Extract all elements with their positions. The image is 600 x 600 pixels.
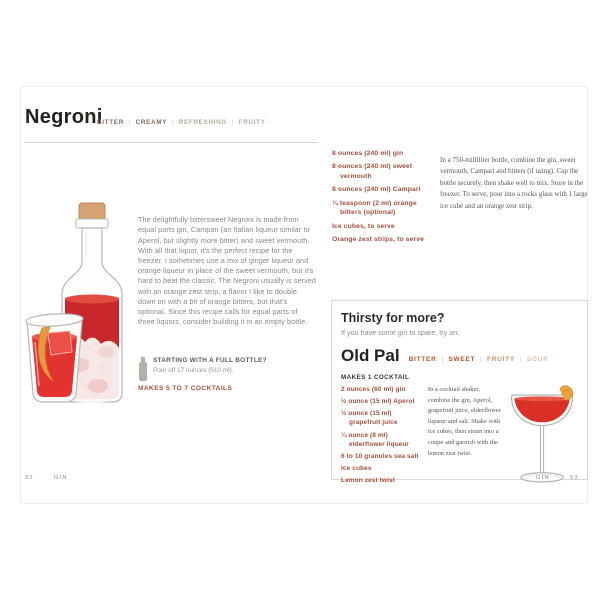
more-recipe-header [341,346,578,366]
flavor-tag: | SOUR [515,356,549,363]
ingredient-item: ¼ ounce (8 ml) elderflower liqueur [341,431,410,448]
ingredient-item: 6 to 10 granules sea salt [341,452,419,460]
note-title: STARTING WITH A FULL BOTTLE? [153,357,267,364]
recipe-intro-paragraph: The delightfully bittersweet Negroni is made from equal parts gin, Campari (an Italian liqueur similar to Aperol, but slightly more bitter) and sweet vermouth. With all that liquor, it's the perfect recipe for the freezer. I sometimes use a mix of ginger liqueur and orange liqueur in place of the sweet vermouth, but it's hard to beat the classic. The Negroni usually is served with an orange zest strip, a flavor I like to double down on with a bit of orange bitters, but that's optional. Since this recipe calls for equal parts of three liquors, consider building it in an empty bottle. [138,215,316,327]
ingredient-item: ½ ounce (15 ml) Aperol [341,398,415,406]
flavor-tag: | FRUITY [227,119,266,126]
right-page-footer [536,475,579,481]
more-yield-label: MAKES 1 COCKTAIL [341,374,410,381]
flavor-tag: | SWEET [437,356,476,363]
ingredient-item: ¼ teaspoon (2 ml) orange bitters (optional) [332,199,417,217]
page-number: 92 [25,475,34,481]
more-ingredient-list [341,385,425,492]
ingredient-item: 8 ounces (240 ml) Campari [332,186,421,194]
ingredient-item: Ice cubes, to serve [332,222,395,230]
ingredient-item: 8 ounces (240 ml) sweet vermouth [332,163,413,180]
ingredient-item: Orange zest strips, to serve [332,236,424,244]
title-divider [25,142,318,143]
note-body: Pour off 17 ounces (510 ml). [153,367,234,374]
flavor-tag: BITTER [97,119,124,126]
full-bottle-note [138,357,267,381]
recipe-title: Negroni [25,106,103,128]
rocks-glass-illustration [26,313,84,402]
section-label: GIN [536,475,550,481]
ingredient-item: 8 ounces (240 ml) gin [332,150,404,157]
flavor-tag: BITTER [408,356,437,363]
ingredient-item: 2 ounces (60 ml) gin [341,386,406,393]
more-box-subtitle: If you have some gin to spare, try an: [341,328,460,337]
ingredient-item: ½ ounce (15 ml) grapefruit juice [341,410,398,427]
ingredient-list [332,149,436,249]
section-label: GIN [53,475,68,481]
more-recipe-title: Old Pal [341,346,400,365]
more-flavor-tags [409,356,549,363]
recipe-instructions: In a 750-milliliter bottle, combine the gin, sweet vermouth, Campari and bitters (if using). Cap the bottle securely, then shake well to mix. Store in the freezer. To serve, pour into a rocks glass with 1 large ice cube and an orange zest strip. [440,156,588,210]
more-box-title: Thirsty for more? [341,311,445,325]
flavor-tags [97,119,266,126]
flavor-tag: | CREAMY [124,119,167,126]
thirsty-for-more-box [331,300,588,485]
more-recipe-instructions: In a cocktail shaker, combine the gin, Aperol, grapefruit juice, elderflower liqueur and salt. Shake with ice cubes, then strain into a coupe and garnish with the lemon zest twist. [427,386,501,457]
bottle-icon [138,357,148,381]
ingredient-item: Ice cubes [341,464,372,472]
yield-label: MAKES 5 TO 7 COCKTAILS [138,385,233,392]
ingredient-item: Lemon zest twist [341,477,395,485]
negroni-bottle-glass-illustration [20,200,138,410]
flavor-tag: | FRUITY [475,356,515,363]
left-page-footer [25,475,68,481]
flavor-tag: | REFRESHING [167,119,227,126]
page-number: 93 [569,475,579,481]
